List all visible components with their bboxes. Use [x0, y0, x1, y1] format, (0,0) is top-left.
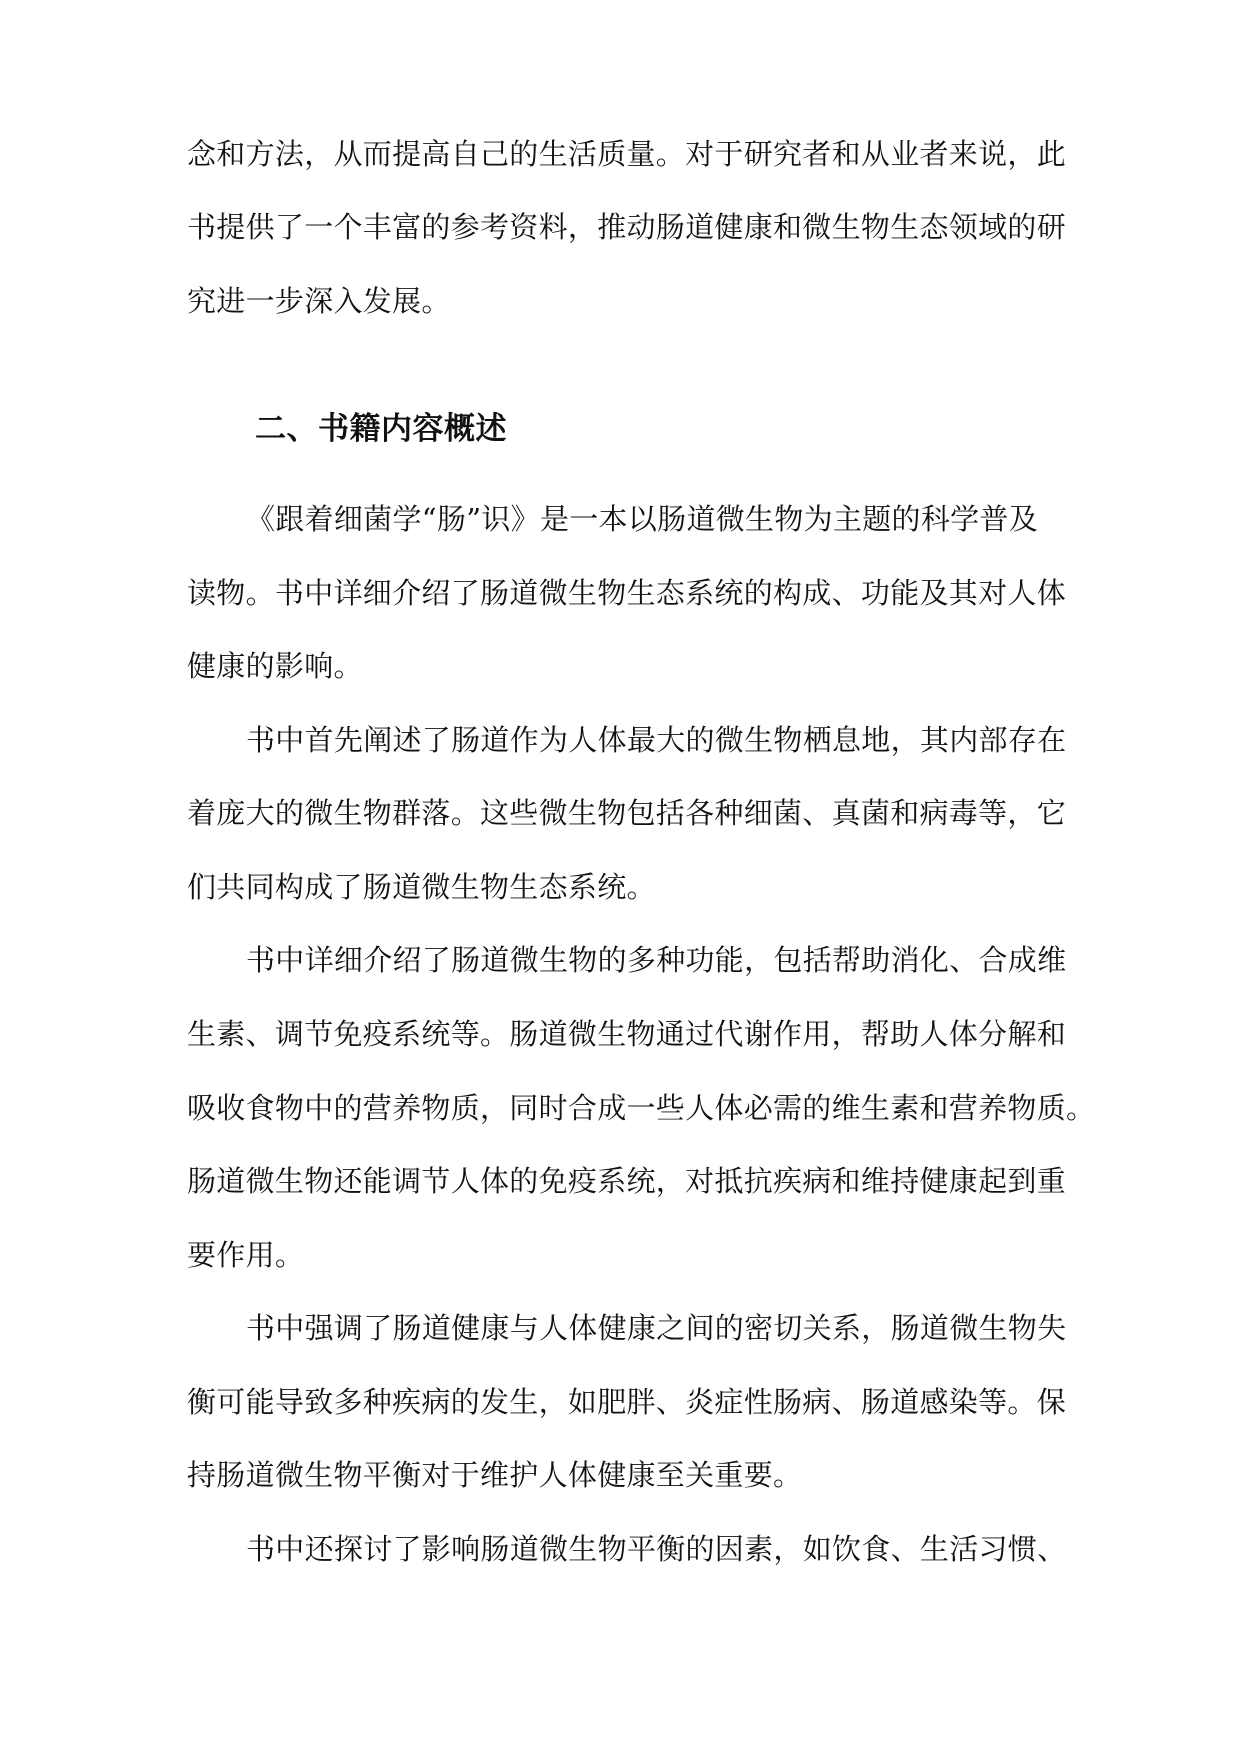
- paragraph-intro-line-1: 念和方法，从而提高自己的生活质量。对于研究者和从业者来说，此: [187, 137, 1067, 171]
- paragraph-2-line-1: 书中首先阐述了肠道作为人体最大的微生物栖息地，其内部存在: [246, 723, 1067, 757]
- paragraph-2-line-2: 着庞大的微生物群落。这些微生物包括各种细菌、真菌和病毒等，它: [187, 796, 1067, 830]
- paragraph-3-line-5: 要作用。: [187, 1238, 305, 1272]
- paragraph-3-line-3: 吸收食物中的营养物质，同时合成一些人体必需的维生素和营养物质。: [187, 1091, 1096, 1125]
- section-heading: 二、书籍内容概述: [255, 411, 507, 447]
- paragraph-4-line-3: 持肠道微生物平衡对于维护人体健康至关重要。: [187, 1458, 803, 1492]
- paragraph-intro-line-3: 究进一步深入发展。: [187, 284, 451, 318]
- paragraph-2-line-3: 们共同构成了肠道微生物生态系统。: [187, 870, 656, 904]
- paragraph-3-line-1: 书中详细介绍了肠道微生物的多种功能，包括帮助消化、合成维: [246, 943, 1067, 977]
- paragraph-5-line-1: 书中还探讨了影响肠道微生物平衡的因素，如饮食、生活习惯、: [246, 1532, 1067, 1566]
- paragraph-1-line-2: 读物。书中详细介绍了肠道微生物生态系统的构成、功能及其对人体: [187, 576, 1067, 610]
- paragraph-intro-line-2: 书提供了一个丰富的参考资料，推动肠道健康和微生物生态领域的研: [187, 210, 1067, 244]
- paragraph-3-line-4: 肠道微生物还能调节人体的免疫系统，对抵抗疾病和维持健康起到重: [187, 1164, 1067, 1198]
- paragraph-1-line-3: 健康的影响。: [187, 649, 363, 683]
- paragraph-1-line-1: 《跟着细菌学“肠”识》是一本以肠道微生物为主题的科学普及: [246, 502, 1039, 536]
- paragraph-4-line-1: 书中强调了肠道健康与人体健康之间的密切关系，肠道微生物失: [246, 1311, 1067, 1345]
- paragraph-4-line-2: 衡可能导致多种疾病的发生，如肥胖、炎症性肠病、肠道感染等。保: [187, 1385, 1067, 1419]
- paragraph-3-line-2: 生素、调节免疫系统等。肠道微生物通过代谢作用，帮助人体分解和: [187, 1017, 1067, 1051]
